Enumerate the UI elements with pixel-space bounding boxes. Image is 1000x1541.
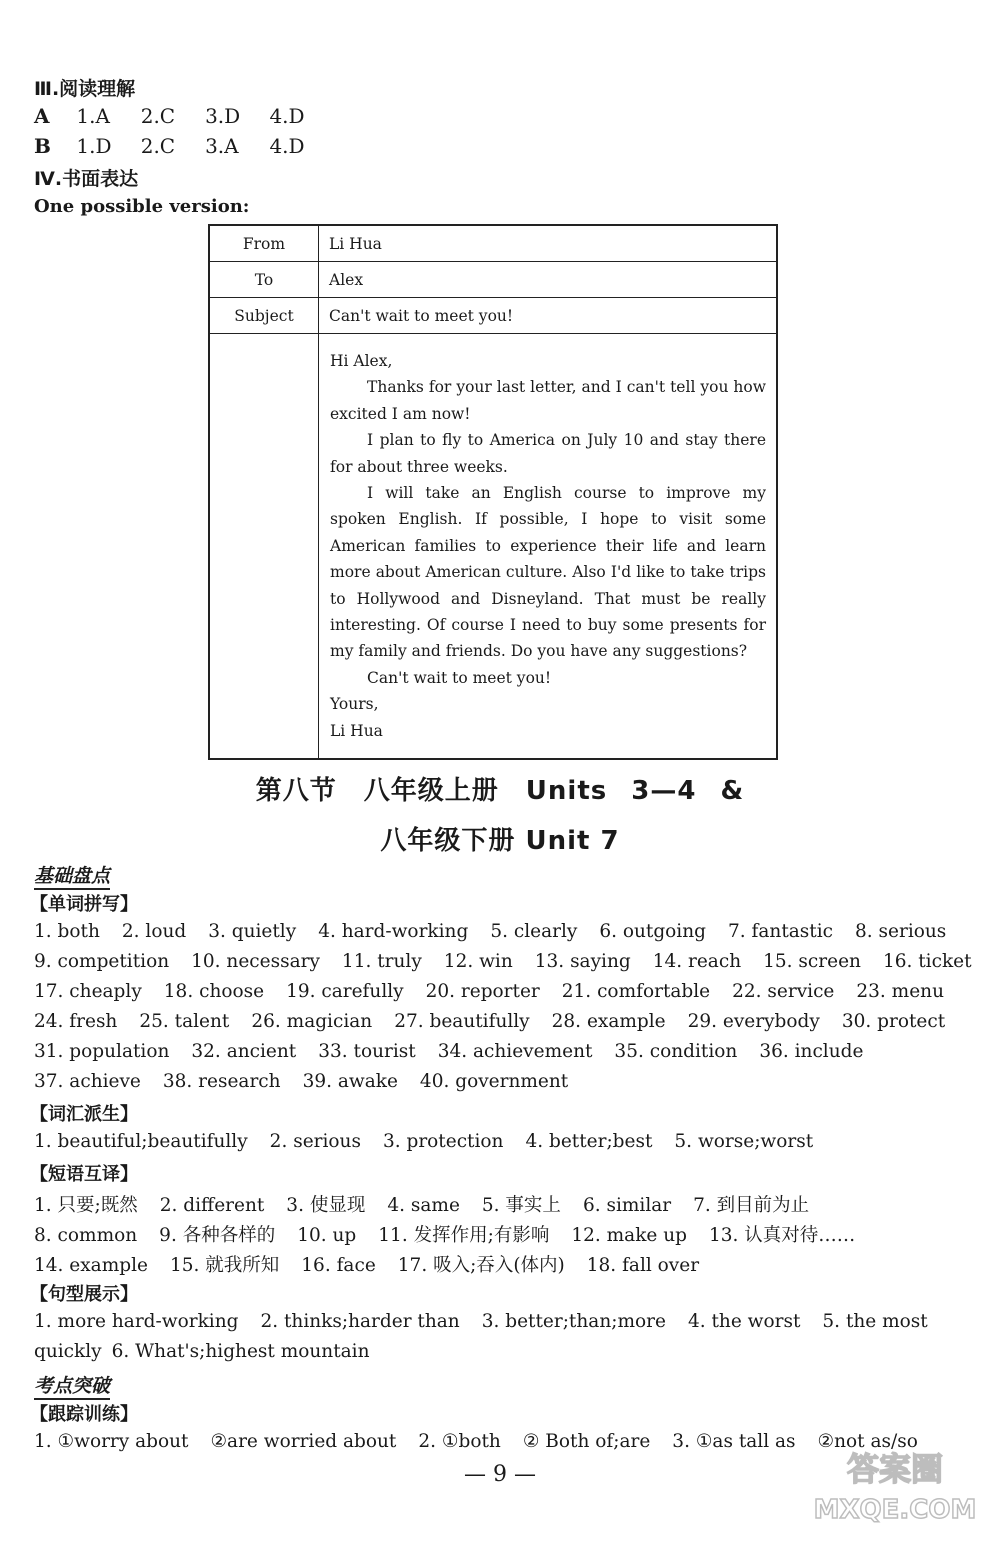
answer-item: 2. serious [269,1131,361,1152]
answer-item: 5. worse;worst [674,1131,814,1152]
patterns-title: 【句型展示】 [30,1284,138,1305]
answer-item: 9. 各种各样的 [159,1225,276,1246]
letter-body [319,334,778,760]
answer-item: 12. make up [571,1225,687,1246]
answer-item: 4. same [387,1195,460,1216]
answer-item: 1. ①worry about [34,1431,189,1452]
answer-item: 18. fall over [586,1255,700,1276]
body-label-cell [209,334,319,760]
basics-title: 基础盘点 [34,861,110,890]
watermark-text-1: 答案圈 [846,1450,944,1488]
letter-paragraph: I plan to fly to America on July 10 and stay there for about three weeks. [330,431,766,476]
answer-item: 4. the worst [687,1311,801,1332]
tracking-title: 【跟踪训练】 [30,1404,138,1425]
answer-item: 9. competition [34,951,170,972]
answer-item: ②not as/so [817,1431,918,1452]
spelling-line [34,1071,960,1092]
answer-item: 39. awake [302,1071,398,1092]
subject-row [209,298,777,334]
answer-item: 30. protect [841,1011,946,1032]
answer-item: 1. more hard-working [34,1311,239,1332]
subject-value: Can't wait to meet you! [319,298,778,334]
answer-item: 3. protection [382,1131,504,1152]
to-label: To [209,262,319,298]
answer-item: 5. the most [822,1311,928,1332]
breakthrough-title: 考点突破 [34,1371,110,1400]
letter-paragraph: I will take an English course to improve my spoken English. If possible, I hope to visit some American families to experience their life and learn more about American culture. Also I'd like to take trips to Hollywood and Disneyland. That must be really interesting. Of course I need to buy some presents for my family and friends. Do you have any suggestions? [330,484,766,661]
answer-item: 4.D [269,104,305,128]
answer-item: 6. outgoing [599,921,706,942]
answer-item: 8. serious [855,921,947,942]
answer-item: 8. common [34,1225,138,1246]
letter-signature: Li Hua [330,721,383,740]
answer-item: 18. choose [163,981,265,1002]
from-label: From [209,225,319,262]
derivation-line [34,1131,960,1152]
answer-item: 21. comfortable [561,981,711,1002]
answer-item: 25. talent [139,1011,230,1032]
answer-item: 33. tourist [318,1041,416,1062]
answer-item: 24. fresh [34,1011,118,1032]
answer-item: 1.D [76,134,112,158]
letter-paragraph: Thanks for your last letter, and I can't tell you how excited I am now! [330,378,766,423]
answer-item: 31. population [34,1041,170,1062]
answer-item: 13. 认真对待…… [709,1225,856,1246]
from-row [209,225,777,262]
page-number: — 9 — [464,1462,536,1487]
derivation-title: 【词汇派生】 [30,1104,138,1125]
watermark-text-2: MXQE.COM [813,1495,977,1525]
answer-item: 19. carefully [286,981,404,1002]
phrases-title: 【短语互译】 [30,1164,138,1185]
to-row [209,262,777,298]
body-row [209,334,777,760]
row-tag: A [34,104,50,128]
section-3-title: Ⅲ.阅读理解 [34,78,136,100]
answer-item: 2.C [140,134,176,158]
answer-item: 15. screen [763,951,861,972]
answer-item: 28. example [551,1011,666,1032]
spelling-line [34,951,972,972]
spelling-line [34,1041,960,1062]
answer-item: 1.A [76,104,110,128]
answer-item: 20. reporter [425,981,540,1002]
section-heading-line1: 第八节 八年级上册 Units 3—4 & [255,776,745,806]
spelling-title: 【单词拼写】 [30,894,138,915]
answer-item: 4. better;best [525,1131,653,1152]
phrases-line [34,1251,960,1277]
answer-item: 2.C [140,104,176,128]
answer-item: 32. ancient [191,1041,297,1062]
answer-item: 1. 只要;既然 [34,1195,138,1216]
answer-item: 11. 发挥作用;有影响 [378,1225,550,1246]
answer-item: 3. 使显现 [286,1195,366,1216]
answer-item: 26. magician [251,1011,373,1032]
answer-item: 10. up [297,1225,357,1246]
answer-item: 17. 吸入;吞入(体内) [397,1255,565,1276]
from-value: Li Hua [319,225,778,262]
answer-item: 1. beautiful;beautifully [34,1131,248,1152]
answer-item: 6. similar [582,1195,672,1216]
answer-item: 27. beautifully [394,1011,530,1032]
section-4-title: Ⅳ.书面表达 [34,168,139,190]
answer-item: 3. better;than;more [481,1311,666,1332]
answer-item: 3.D [205,104,241,128]
answer-item: 29. everybody [687,1011,820,1032]
section-heading-line2: 八年级下册 Unit 7 [380,826,620,856]
subject-label: Subject [209,298,319,334]
answer-item: 22. service [732,981,835,1002]
answer-item: 3. quietly [208,921,297,942]
version-label: One possible version: [34,196,250,217]
patterns-line [34,1311,960,1332]
answer-item: 4.D [269,134,305,158]
answer-item: 16. face [301,1255,376,1276]
answer-item: 36. include [759,1041,864,1062]
answer-item: 3. ①as tall as [672,1431,796,1452]
answer-item: 6. What's;highest mountain [111,1341,370,1362]
answer-item: 16. ticket [882,951,972,972]
reading-answers-b [34,134,327,158]
answer-item: 2. ①both [418,1431,501,1452]
answer-item: quickly [34,1341,102,1362]
answer-item: 3.A [205,134,239,158]
answer-item: 2. loud [121,921,187,942]
answer-item: 37. achieve [34,1071,141,1092]
letter-closing: Yours, [330,695,379,714]
answer-item: ② Both of;are [522,1431,651,1452]
spelling-line [34,1011,960,1032]
answer-item: 35. condition [614,1041,738,1062]
answer-item: 40. government [419,1071,569,1092]
answer-item: 5. 事实上 [481,1195,561,1216]
watermark-logo [800,1440,990,1530]
answer-item: 7. fantastic [728,921,833,942]
answer-item: 7. 到目前为止 [693,1195,810,1216]
answer-item: 12. win [443,951,513,972]
answer-item: 10. necessary [191,951,320,972]
spelling-line [34,981,960,1002]
answer-item: 38. research [162,1071,281,1092]
answer-item: 23. menu [856,981,944,1002]
letter-paragraph: Can't wait to meet you! [367,668,552,687]
to-value: Alex [319,262,778,298]
answer-item: 14. example [34,1255,148,1276]
phrases-line [34,1221,960,1247]
answer-item: 11. truly [341,951,422,972]
spelling-line [34,921,960,942]
answer-item: ②are worried about [210,1431,397,1452]
patterns-line [34,1341,960,1362]
answer-item: 17. cheaply [34,981,142,1002]
answer-item: 15. 就我所知 [169,1255,280,1276]
answer-item: 1. both [34,921,100,942]
answer-item: 4. hard-working [318,921,469,942]
letter-greeting: Hi Alex, [330,352,393,370]
email-table [208,224,778,760]
answer-item: 13. saying [534,951,631,972]
answer-item: 2. thinks;harder than [260,1311,460,1332]
answer-item: 5. clearly [490,921,578,942]
answer-item: 34. achievement [437,1041,593,1062]
answer-item: 2. different [159,1195,265,1216]
answer-item: 14. reach [652,951,742,972]
phrases-line [34,1191,960,1217]
reading-answers-a [34,104,327,128]
row-tag: B [34,134,51,158]
